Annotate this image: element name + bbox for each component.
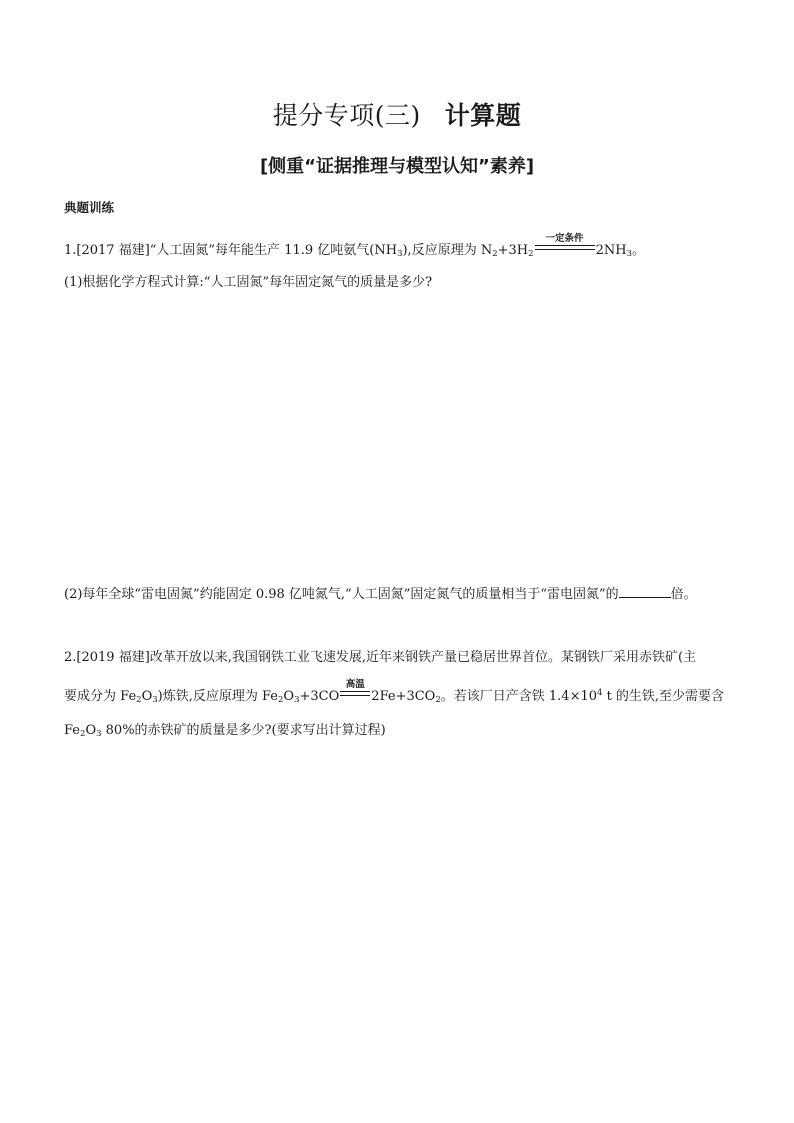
q2-line1: 2.[2019 福建]改革开放以来,我国钢铁工业飞速发展,近年来钢铁产量已稳居世界首位。某钢铁厂采用赤铁矿(主 <box>64 650 697 665</box>
q1-stem: 1.[2017 福建]“人工固氮”每年能生产 11.9 亿吨氨气$(NH_3)$,反应原理为 $N_2+3H_2$ 一定条件 $2NH_3$。 <box>64 242 645 260</box>
q2-line3: $Fe_2O_3$ 80%的赤铁矿的质量是多少?(要求写出计算过程) <box>64 723 386 739</box>
page-title <box>0 96 794 132</box>
title-main: 提分专项(三) <box>272 101 421 130</box>
section-label: 典题训练 <box>64 200 115 215</box>
reaction-condition: 高温 <box>345 679 365 690</box>
reaction-arrow <box>535 233 595 254</box>
page-subtitle: [侧重“证据推理与模型认知”素养] <box>259 156 535 177</box>
q1-part2: (2)每年全球“雷电固氮”约能固定 0.98 亿吨氮气,“人工固氮”固定氮气的质量相当于“雷电固氮”的 倍。 <box>64 587 697 602</box>
reaction-arrow <box>340 679 370 700</box>
answer-blank[interactable] <box>619 585 671 598</box>
title-topic: 计算题 <box>444 101 522 130</box>
q1-part1: (1)根据化学方程式计算:“人工固氮”每年固定氮气的质量是多少? <box>64 275 433 290</box>
q2-line2: 要成分为 $Fe_2O_3$)炼铁,反应原理为 $Fe_2O_3+3CO$ 高温 $2Fe+3CO_2$。若该厂日产含铁 $1.4\times 10^4$ t 的生铁,至少需要含 <box>64 688 724 706</box>
reaction-condition: 一定条件 <box>545 233 584 244</box>
